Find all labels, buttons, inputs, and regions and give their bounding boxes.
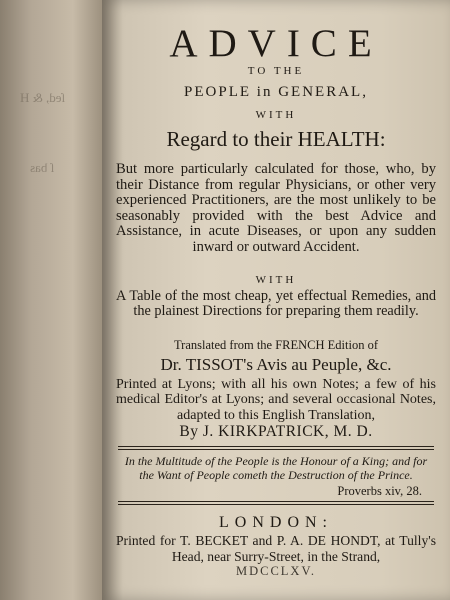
imprint-city: LONDON: xyxy=(219,514,333,531)
regard-line: Regard to their HEALTH: xyxy=(166,127,386,151)
double-rule-bottom xyxy=(118,504,434,505)
tissot-line: Dr. TISSOT's Avis au Peuple, &c. xyxy=(160,355,392,374)
subtitle-paragraph: But more particularly calculated for those, who, by their Distance from regular Physicians, or other very experienced Practitioners, are the most unlikely to be seasonably provided with the best Advice and Assistance, in acute Diseases, or upon any sudden inward or outward Accident. xyxy=(116,161,436,255)
to-the-line: TO THE xyxy=(247,65,305,77)
bleed-through-text: ſ bas xyxy=(30,160,55,175)
title-page xyxy=(102,0,450,600)
double-rule-bottom xyxy=(118,501,434,502)
double-rule-top xyxy=(118,446,434,447)
epigraph-source: Proverbs xiv, 28. xyxy=(337,484,422,498)
imprint-text: Printed for T. BECKET and P. A. DE HONDT, at Tully's Head, near Surry-Street, in the Strand, xyxy=(116,533,436,564)
epigraph: In the Multitude of the People is the Honour of a King; and for the Want of People cometh the Destruction of the Prince. xyxy=(124,454,428,482)
with-line: WITH xyxy=(255,109,297,121)
author-line: By J. KIRKPATRICK, M. D. xyxy=(179,423,373,440)
translated-line: Translated from the FRENCH Edition of xyxy=(173,338,379,352)
table-paragraph: A Table of the most cheap, yet effectual Remedies, and the plainest Directions for preparing them readily. xyxy=(116,288,436,319)
facing-page-edge xyxy=(0,0,104,600)
with-line-2: WITH xyxy=(255,274,297,286)
people-line: PEOPLE in GENERAL, xyxy=(184,84,368,100)
page-title: ADVICE xyxy=(169,22,383,65)
double-rule-top xyxy=(118,449,434,450)
bleed-through-text: ſed, & H xyxy=(20,90,66,105)
printed-paragraph: Printed at Lyons; with all his own Notes; a few of his medical Editor's at Lyons; and several occasional Notes, adapted to this English Translation, xyxy=(116,377,436,423)
imprint-year: MDCCLXV. xyxy=(235,564,317,578)
